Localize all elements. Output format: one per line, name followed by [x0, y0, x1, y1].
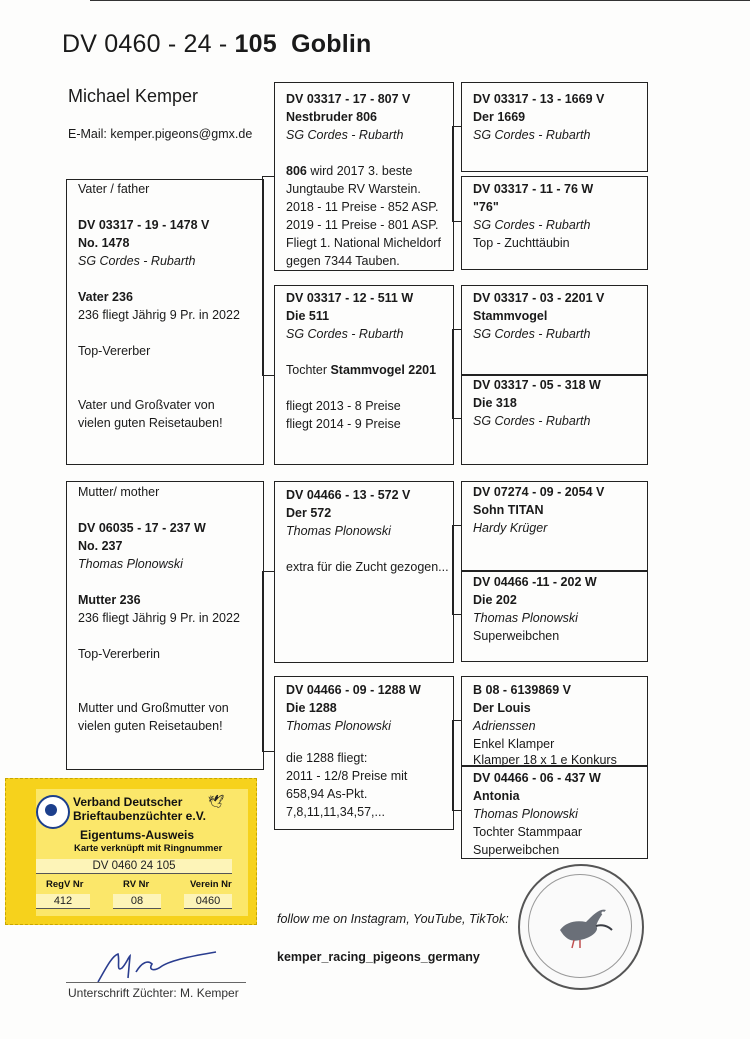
- card-val-regv: 412: [36, 894, 90, 909]
- fm-note: Tochter Stammvogel 2201: [286, 363, 437, 377]
- ff-line-4: Fliegt 1. National Micheldorf: [286, 236, 441, 250]
- connector: [452, 329, 453, 419]
- fmm-breeder: SG Cordes - Rubarth: [473, 414, 591, 428]
- mff-ring: DV 07274 - 09 - 2054 V: [473, 485, 605, 499]
- top-edge-line: [90, 0, 750, 1]
- ffm-name: "76": [473, 200, 499, 214]
- card-subtitle: Karte verknüpft mit Ringnummer: [74, 843, 223, 854]
- connector: [262, 751, 274, 752]
- fff-box: [461, 82, 648, 172]
- fff-breeder: SG Cordes - Rubarth: [473, 128, 591, 142]
- mother-box: [66, 481, 264, 770]
- mmm-box: [461, 765, 648, 859]
- fmf-breeder: SG Cordes - Rubarth: [473, 327, 591, 341]
- mfm-note: Superweibchen: [473, 629, 560, 643]
- card-org-line-1: Verband Deutscher: [73, 795, 183, 809]
- signature-label: Unterschrift Züchter: M. Kemper: [68, 986, 239, 1000]
- mm-breeder: Thomas Plonowski: [286, 719, 391, 733]
- card-title: Eigentums-Ausweis: [80, 828, 195, 842]
- mfm-ring: DV 04466 -11 - 202 W: [473, 575, 597, 589]
- mf-breeder: Thomas Plonowski: [286, 524, 391, 538]
- father-ring: DV 03317 - 19 - 1478 V: [78, 218, 210, 232]
- father-breeder: SG Cordes - Rubarth: [78, 254, 196, 268]
- connector: [262, 375, 274, 376]
- mm-line-1: die 1288 fliegt:: [286, 751, 368, 765]
- fm-ring: DV 03317 - 12 - 511 W: [286, 291, 414, 305]
- card-label-rv: RV Nr: [123, 879, 150, 890]
- ff-name: Nestbruder 806: [286, 110, 378, 124]
- ffm-breeder: SG Cordes - Rubarth: [473, 218, 591, 232]
- fff-ring: DV 03317 - 13 - 1669 V: [473, 92, 605, 106]
- mm-ring: DV 04466 - 09 - 1288 W: [286, 683, 421, 697]
- fm-name: Die 511: [286, 309, 330, 323]
- fmf-name: Stammvogel: [473, 309, 548, 323]
- father-info-3: Vater und Großvater von: [78, 398, 215, 412]
- father-info-2: Top-Vererber: [78, 344, 151, 358]
- mf-box: [274, 481, 454, 663]
- connector: [452, 418, 461, 419]
- mfm-box: [461, 570, 648, 662]
- connector: [262, 176, 274, 177]
- card-val-rv: 08: [113, 894, 161, 909]
- connector: [262, 571, 263, 751]
- card-val-verein: 0460: [184, 894, 232, 909]
- fmm-box: [461, 374, 648, 465]
- breeder-email: E-Mail: kemper.pigeons@gmx.de: [68, 127, 253, 141]
- fmf-ring: DV 03317 - 03 - 2201 V: [473, 291, 605, 305]
- father-info-1: 236 fliegt Jährig 9 Pr. in 2022: [78, 308, 240, 322]
- mother-info-4: vielen guten Reisetauben!: [78, 719, 223, 733]
- federation-logo-icon: [36, 795, 70, 829]
- mm-line-4: 7,8,11,11,34,57,...: [286, 805, 385, 819]
- ff-line-3: 2019 - 11 Preise - 801 ASP.: [286, 218, 439, 232]
- mm-name: Die 1288: [286, 701, 337, 715]
- father-box: [66, 179, 264, 465]
- fmm-name: Die 318: [473, 396, 517, 410]
- mm-line-2: 2011 - 12/8 Preise mit: [286, 769, 408, 783]
- mmm-note-1: Tochter Stammpaar: [473, 825, 583, 839]
- ff-breeder: SG Cordes - Rubarth: [286, 128, 404, 142]
- connector: [452, 126, 453, 222]
- ff-line-5: gegen 7344 Tauben.: [286, 254, 400, 268]
- mmf-breeder: Adrienssen: [473, 719, 536, 733]
- mmf-note-2: Klamper 18 x 1 e Konkurs: [473, 753, 617, 767]
- connector: [452, 329, 461, 330]
- father-info-title: Vater 236: [78, 290, 133, 304]
- mmm-name: Antonia: [473, 789, 520, 803]
- card-label-verein: Verein Nr: [190, 879, 232, 890]
- connector: [452, 614, 461, 615]
- mff-box: [461, 481, 648, 572]
- breeder-name: Michael Kemper: [68, 86, 199, 106]
- connector: [452, 525, 461, 526]
- fmm-ring: DV 03317 - 05 - 318 W: [473, 378, 601, 392]
- mmf-note-1: Enkel Klamper: [473, 737, 555, 751]
- fm-breeder: SG Cordes - Rubarth: [286, 327, 404, 341]
- father-heading: Vater / father: [78, 182, 150, 196]
- connector: [452, 720, 453, 811]
- connector: [452, 126, 461, 127]
- card-org-line-2: Brieftaubenzüchter e.V.: [73, 809, 206, 823]
- ff-note: 806 wird 2017 3. beste: [286, 164, 413, 178]
- mother-name: No. 237: [78, 539, 123, 553]
- mother-info-title: Mutter 236: [78, 593, 141, 607]
- mm-box: [274, 676, 454, 830]
- mfm-breeder: Thomas Plonowski: [473, 611, 578, 625]
- mother-heading: Mutter/ mother: [78, 485, 160, 499]
- connector: [452, 221, 461, 222]
- mother-info-1: 236 fliegt Jährig 9 Pr. in 2022: [78, 611, 240, 625]
- mff-breeder: Hardy Krüger: [473, 521, 548, 535]
- mmm-breeder: Thomas Plonowski: [473, 807, 578, 821]
- page-title: DV 0460 - 24 - 105 Goblin: [62, 30, 372, 58]
- mmf-ring: B 08 - 6139869 V: [473, 683, 571, 697]
- connector: [452, 810, 461, 811]
- pigeon-icon: 🕊: [208, 794, 225, 809]
- connector: [262, 571, 274, 572]
- connector: [452, 525, 453, 615]
- mmm-note-2: Superweibchen: [473, 843, 560, 857]
- mf-name: Der 572: [286, 506, 332, 520]
- mmf-box: [461, 676, 648, 767]
- ff-box: [274, 82, 454, 271]
- mfm-name: Die 202: [473, 593, 517, 607]
- social-text: follow me on Instagram, YouTube, TikTok:: [277, 912, 509, 926]
- fff-name: Der 1669: [473, 110, 526, 124]
- mf-ring: DV 04466 - 13 - 572 V: [286, 488, 411, 502]
- mf-note: extra für die Zucht gezogen...: [286, 560, 449, 574]
- signature-scribble: [92, 948, 222, 986]
- father-info-4: vielen guten Reisetauben!: [78, 416, 223, 430]
- social-handle[interactable]: kemper_racing_pigeons_germany: [277, 950, 480, 964]
- mother-breeder: Thomas Plonowski: [78, 557, 183, 571]
- card-ring: DV 0460 24 105: [36, 859, 232, 874]
- father-name: No. 1478: [78, 236, 130, 250]
- pigeon-logo-icon: [552, 900, 614, 950]
- mmm-ring: DV 04466 - 06 - 437 W: [473, 771, 601, 785]
- connector: [262, 176, 263, 376]
- fm-box: [274, 285, 454, 465]
- mm-line-3: 658,94 As-Pkt.: [286, 787, 368, 801]
- ff-line-2: 2018 - 11 Preise - 852 ASP.: [286, 200, 439, 214]
- ffm-ring: DV 03317 - 11 - 76 W: [473, 182, 594, 196]
- ffm-note: Top - Zuchttäubin: [473, 236, 570, 250]
- signature-line: [66, 982, 246, 983]
- mother-info-2: Top-Vererberin: [78, 647, 160, 661]
- connector: [452, 720, 461, 721]
- fm-line-2: fliegt 2014 - 9 Preise: [286, 417, 401, 431]
- card-label-regv: RegV Nr: [46, 879, 84, 890]
- ff-ring: DV 03317 - 17 - 807 V: [286, 92, 411, 106]
- fmf-box: [461, 285, 648, 376]
- mff-name: Sohn TITAN: [473, 503, 544, 517]
- mmf-name: Der Louis: [473, 701, 531, 715]
- ffm-box: [461, 176, 648, 270]
- fm-line-1: fliegt 2013 - 8 Preise: [286, 399, 401, 413]
- ff-line-1: Jungtaube RV Warstein.: [286, 182, 421, 196]
- mother-ring: DV 06035 - 17 - 237 W: [78, 521, 206, 535]
- mother-info-3: Mutter und Großmutter von: [78, 701, 229, 715]
